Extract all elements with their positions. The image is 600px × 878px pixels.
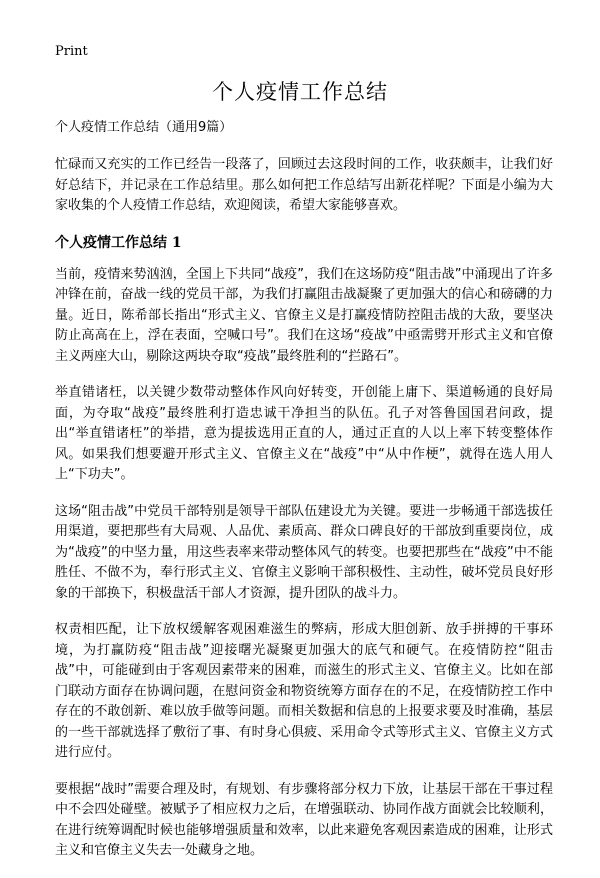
paragraph: 要根据“战时”需要合理及时，有规划、有步骤将部分权力下放，让基层干部在干事过程中不会四处碰壁。被赋予了相应权力之后，在增强联动、协同作战方面就会比较顺利，在进行统筹调配时候也能够增强质量和效率，以此来避免客观因素造成的困难，让形式主义和官僚主义失去一处藏身之地。 bbox=[55, 781, 553, 858]
paragraph: 这场“阻击战”中党员干部特别是领导干部队伍建设尤为关键。要进一步畅通干部选拔任用渠道，要把那些有大局观、人品优、素质高、群众口碑良好的干部放到重要岗位，成为“战疫”的中坚力量，用这些表率来带动整体风气的转变。也要把那些在“战疫”中不能胜任、不做不为，奉行形式主义、官僚主义影响干部积极性、主动性，破坏党员良好形象的干部换下，积极盘活干部人才资源，提升团队的战斗力。 bbox=[55, 503, 553, 601]
document-body bbox=[55, 118, 553, 878]
paragraph: 当前，疫情来势汹汹，全国上下共同“战疫”，我们在这场防疫“阻击战”中涌现出了许多冲锋在前，奋战一线的党员干部，为我们打赢阻击战凝聚了更加强大的信心和磅礴的力量。近日，陈希部长指出“形式主义、官僚主义是打赢疫情防控阻击战的大敌，要坚决防止高高在上，浮在表面，空喊口号”。我们在这场“疫战”中亟需劈开形式主义和官僚主义两座大山，剔除这两块夺取“疫战”最终胜利的“拦路石”。 bbox=[55, 266, 553, 364]
page-title: 个人疫情工作总结 bbox=[212, 80, 388, 104]
section-heading: 个人疫情工作总结 1 bbox=[55, 234, 182, 251]
paragraph: 举直错诸枉，以关键少数带动整体作风向好转变，开创能上庸下、渠道畅通的良好局面，为夺取“战疫”最终胜利打造忠诚干净担当的队伍。孔子对答鲁国国君问政，提出“举直错诸枉”的举措，意为提拔选用正直的人，通过正直的人以上率下转变整体作风。如果我们想要避开形式主义、官僚主义在“战疫”中“从中作梗”，就得在选人用人上“下功夫”。 bbox=[55, 385, 553, 482]
intro-paragraph: 忙碌而又充实的工作已经告一段落了，回顾过去这段时间的工作，收获颇丰，让我们好好总结下，并记录在工作总结里。那么如何把工作总结写出新花样呢？下面是小编为大家收集的个人疫情工作总结，欢迎阅读，希望大家能够喜欢。 bbox=[55, 157, 553, 213]
paragraph: 权责相匹配，让下放权缓解客观困难滋生的弊病，形成大胆创新、放手拼搏的干事环境，为打赢防疫“阻击战”迎接曙光凝聚更加强大的底气和硬气。在疫情防控“阻击战”中，可能碰到由于客观因素带来的困难，而滋生的形式主义、官僚主义。比如在部门联动方面存在协调问题，在慰问资金和物资统筹方面存在的不足，在疫情防控工作中存在的不敢创新、难以放手做等问题。而相关数据和信息的上报要求要及时准确，基层的一些干部就选择了敷衍了事、有时身心俱疲、采用命令式等形式主义、官僚主义方式进行应付。 bbox=[55, 622, 553, 760]
print-link[interactable]: Print bbox=[55, 44, 88, 59]
document-subtitle: 个人疫情工作总结（通用9篇） bbox=[55, 120, 233, 135]
